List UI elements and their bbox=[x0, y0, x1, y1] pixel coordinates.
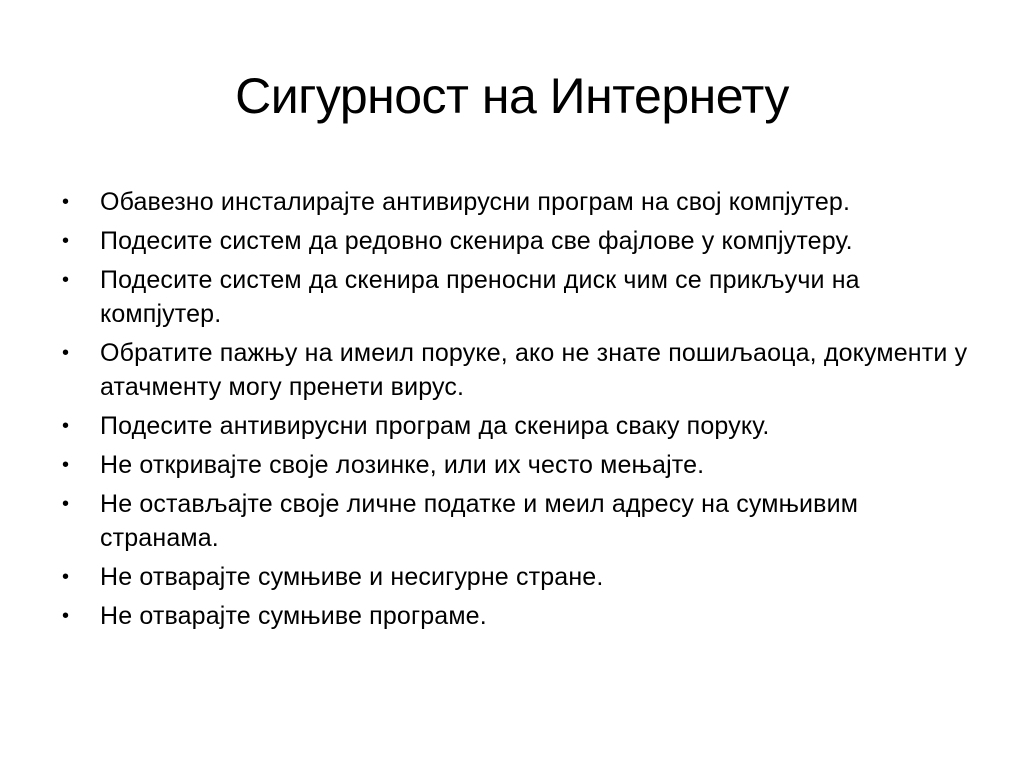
list-item-text: Не откривајте своје лозинке, или их често мењајте. bbox=[100, 451, 705, 479]
bullet-icon: • bbox=[62, 493, 70, 515]
list-item bbox=[62, 185, 982, 219]
bullet-list bbox=[62, 185, 982, 638]
slide-title: Сигурност на Интернету bbox=[235, 68, 789, 124]
bullet-icon: • bbox=[62, 342, 70, 364]
list-item-text: Подесите систем да редовно скенира све фајлове у компјутеру. bbox=[100, 227, 853, 255]
list-item bbox=[62, 336, 982, 404]
list-item-text: Подесите систем да скенира преносни диск чим се прикључи на компјутер. bbox=[100, 266, 860, 328]
list-item bbox=[62, 409, 982, 443]
list-item bbox=[62, 599, 982, 633]
list-item-text: Обратите пажњу на имеил поруке, ако не знате пошиљаоца, документи у атачменту могу пренети вирус. bbox=[100, 339, 968, 401]
list-item-text: Не отварајте сумњиве и несигурне стране. bbox=[100, 563, 604, 591]
list-item bbox=[62, 560, 982, 594]
bullet-icon: • bbox=[62, 566, 70, 588]
bullet-icon: • bbox=[62, 454, 70, 476]
bullet-icon: • bbox=[62, 415, 70, 437]
bullet-icon: • bbox=[62, 605, 70, 627]
list-item bbox=[62, 487, 982, 555]
list-item-text: Подесите антивирусни програм да скенира сваку поруку. bbox=[100, 412, 770, 440]
list-item bbox=[62, 263, 982, 331]
list-item-text: Обавезно инсталирајте антивирусни програм на свој компјутер. bbox=[100, 188, 851, 216]
list-item bbox=[62, 448, 982, 482]
list-item-text: Не остављајте своје личне податке и меил адресу на сумњивим странама. bbox=[100, 490, 859, 552]
list-item-text: Не отварајте сумњиве програме. bbox=[100, 602, 487, 630]
bullet-icon: • bbox=[62, 269, 70, 291]
list-item bbox=[62, 224, 982, 258]
bullet-icon: • bbox=[62, 191, 70, 213]
bullet-icon: • bbox=[62, 230, 70, 252]
